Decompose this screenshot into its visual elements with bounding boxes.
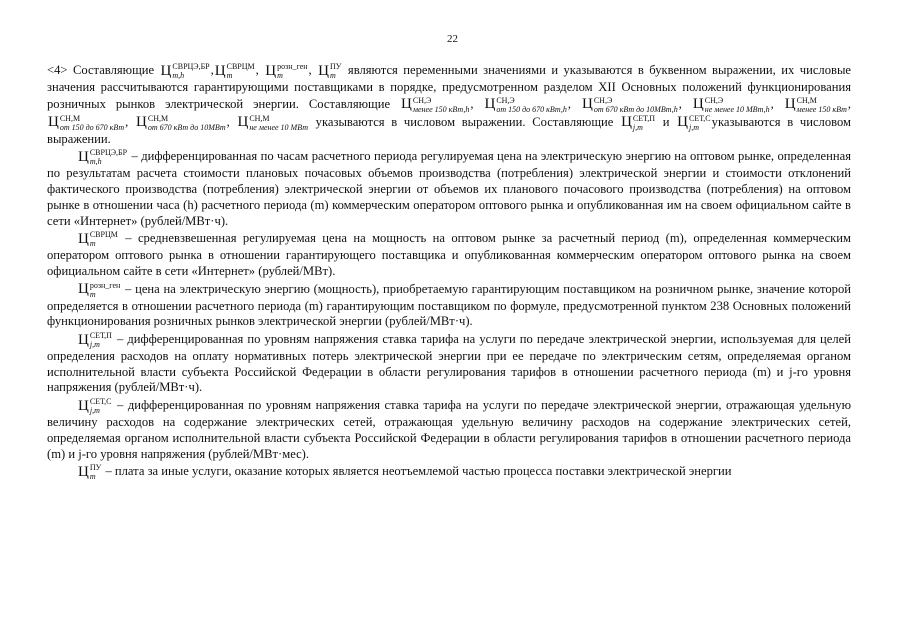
text-run: – цена на электрическую энергию (мощность), приобретаемую гарантирующим поставщиком на розничном рынке, значение которой определяется в отношении расчетного периода (m) гарантирующим поставщиком по формуле, предусмотренной пунктом 238 Основных положений функционирования розничных рынков электрической энергии (рублей/МВт·ч). — [47, 281, 851, 329]
formula-superscript: СН,М — [59, 113, 81, 123]
formula-symbol-base: Ц — [136, 114, 147, 131]
text-run: – средневзвешенная регулируемая цена на мощность на оптовом рынке за расчетный период (m), определенная коммерческим оператором оптового рынка в отношении гарантирующего поставщика и опубликованная коммерческим оператором оптового рынка на своем официальном сайте в сети «Интернет» (рублей/МВт). — [47, 231, 851, 278]
formula-subscript: от 150 до 670 кВт,h — [496, 104, 567, 114]
formula-symbol — [677, 114, 711, 132]
text-run: <4> Составляющие — [47, 62, 160, 77]
formula-subscript: менее 150 кВт,h — [412, 104, 470, 114]
formula-symbol-base: Ц — [784, 96, 796, 113]
formula-symbol-base: Ц — [484, 96, 496, 113]
formula-subscript: m,h — [172, 71, 185, 80]
formula-superscript: СВРЦЭ,БР — [89, 148, 128, 158]
formula-symbol — [265, 62, 307, 80]
paragraph-def-pu — [47, 463, 851, 481]
formula-symbol — [621, 114, 655, 132]
text-run: , — [567, 96, 581, 111]
formula-symbol-base: Ц — [48, 114, 59, 131]
formula-symbol-base: Ц — [581, 96, 593, 113]
formula-symbol — [318, 62, 341, 80]
document-body — [47, 62, 851, 482]
text-run: и — [656, 114, 677, 129]
formula-superscript: розн_ген — [89, 280, 121, 290]
formula-superscript: СН,М — [249, 113, 270, 123]
formula-subscript: j,m — [688, 122, 699, 132]
formula-symbol-base: Ц — [78, 463, 89, 480]
formula-subscript: от 670 кВт до 10МВт,h — [593, 104, 678, 114]
formula-subscript: m — [330, 71, 336, 80]
text-run: , — [125, 114, 136, 129]
formula-superscript: ПУ — [89, 463, 102, 473]
formula-symbol — [161, 62, 210, 80]
formula-symbol — [136, 114, 226, 132]
text-run: , — [308, 62, 318, 77]
formula-symbol — [78, 281, 120, 299]
text-run: , — [470, 96, 484, 111]
formula-subscript: от 670 кВт до 10МВт — [147, 122, 226, 132]
formula-subscript: m — [89, 472, 96, 482]
formula-subscript: m — [89, 239, 96, 249]
formula-symbol-base: Ц — [78, 331, 89, 348]
formula-symbol — [48, 114, 124, 132]
formula-subscript: m,h — [89, 157, 102, 167]
formula-superscript: ПУ — [330, 62, 342, 71]
formula-symbol-base: Ц — [401, 96, 412, 113]
paragraph-def-rozn — [47, 281, 851, 330]
text-run: указываются в числовом выражении. — [47, 114, 852, 146]
formula-symbol-base: Ц — [78, 397, 89, 414]
formula-superscript: СЕТ,П — [89, 331, 112, 341]
formula-symbol — [693, 96, 770, 114]
formula-superscript: СЕТ,С — [688, 113, 711, 123]
paragraph-def-svrcm — [47, 230, 851, 279]
formula-subscript: m — [89, 289, 96, 299]
formula-subscript: m — [226, 71, 233, 80]
formula-symbol-base: Ц — [237, 114, 249, 131]
formula-symbol-base: Ц — [692, 96, 704, 113]
formula-subscript: j,m — [89, 406, 100, 416]
formula-symbol-base: Ц — [78, 281, 89, 298]
formula-symbol-base: Ц — [677, 114, 688, 131]
formula-superscript: СН,Э — [704, 95, 724, 105]
text-run: , — [847, 96, 852, 111]
formula-symbol — [78, 331, 112, 349]
paragraph-def-setp — [47, 331, 851, 396]
formula-subscript: не менее 10 МВт — [249, 122, 308, 132]
formula-superscript: СН,Э — [412, 95, 432, 105]
formula-superscript: СН,Э — [593, 95, 613, 105]
formula-symbol-base: Ц — [78, 230, 89, 247]
formula-superscript: розн_ген — [277, 62, 308, 71]
formula-symbol — [582, 96, 678, 114]
formula-subscript: от 150 до 670 кВт — [59, 122, 125, 132]
text-run: – плата за иные услуги, оказание которых является неотъемлемой частью процесса поставки электрической энергии — [102, 464, 732, 479]
formula-symbol — [237, 114, 308, 132]
formula-superscript: СЕТ,П — [632, 113, 655, 123]
text-run: – дифференцированная по уровням напряжения ставка тарифа на услуги по передаче электрической энергии, используемая для целей определения расходов на оплату нормативных потерь электрической энергии при ее передаче по электрическим сетям, определяемая органом исполнительной власти субъекта Российской Федерации в области регулирования тарифов в отношении расчетного периода (m) и j-го уровня напряжения (рублей/МВт·ч). — [47, 331, 851, 395]
formula-symbol-base: Ц — [160, 62, 172, 79]
formula-superscript: СЕТ,С — [89, 397, 112, 407]
formula-symbol — [78, 463, 101, 481]
formula-symbol — [215, 62, 255, 80]
paragraph-def-svrce — [47, 148, 851, 229]
formula-subscript: j,m — [89, 340, 100, 350]
page-number: 22 — [447, 33, 458, 45]
formula-symbol — [78, 230, 118, 248]
text-run: являются переменными значениями и указываются в буквенном выражении, их числовые значения рассчитываются гарантирующими поставщиками в порядке, предусмотренном разделом XII Основных положений функционирования розничных рынков электрической энергии. Составляющие — [47, 62, 851, 111]
formula-superscript: СН,М — [796, 95, 817, 105]
formula-superscript: СН,Э — [496, 95, 515, 105]
formula-subscript: менее 150 кВт — [796, 104, 847, 114]
text-run: – дифференцированная по часам расчетного периода регулируемая цена на электрическую энергию на оптовом рынке, определенная по результатам расчета стоимости плановых почасовых объемов производства (потребления) электрической энергии и стоимости отклонений фактического производства (потребления) электрической энергии от объемов их планового почасового производства (потребления) на оптовом рынке в отношении часа (h) расчетного периода (m) коммерческим оператором оптового рынка и опубликованная им на своем официальном сайте в сети «Интернет» (рублей/МВт·ч). — [47, 149, 851, 228]
formula-superscript: СВРЦМ — [89, 230, 118, 240]
text-run: , — [255, 62, 265, 77]
text-run: – дифференцированная по уровням напряжения ставка тарифа на услуги по передаче электрической энергии, отражающая удельную величину расходов на содержание электрических сетей, отражающая удельную величину расходов на содержание электрических сетей, определяемая органом исполнительной власти субъекта Российской Федерации в области регулирования тарифов в отношении расчетного периода (m) и j-го уровня напряжения (рублей/МВт·мес). — [47, 398, 851, 461]
text-run: , — [770, 96, 784, 111]
text-run: указываются в числовом выражении. Составляющие — [308, 114, 621, 129]
formula-subscript: не менее 10 МВт,h — [704, 104, 770, 114]
formula-superscript: СВРЦМ — [226, 62, 255, 71]
paragraph-note4 — [47, 62, 851, 147]
formula-symbol — [484, 96, 566, 114]
text-run: , — [678, 96, 692, 111]
formula-symbol-base: Ц — [621, 114, 632, 131]
formula-symbol — [78, 397, 112, 415]
formula-symbol — [785, 96, 847, 114]
formula-symbol — [401, 96, 469, 114]
formula-symbol-base: Ц — [78, 148, 89, 165]
text-run: , — [210, 62, 214, 77]
formula-superscript: СН,М — [147, 113, 169, 123]
formula-subscript: m — [277, 71, 283, 80]
formula-symbol — [78, 148, 127, 166]
paragraph-def-setc — [47, 397, 851, 462]
formula-symbol-base: Ц — [318, 62, 329, 79]
text-run: , — [226, 114, 237, 129]
formula-symbol-base: Ц — [214, 62, 226, 79]
formula-subscript: j,m — [632, 122, 643, 132]
formula-symbol-base: Ц — [265, 62, 277, 79]
formula-superscript: СВРЦЭ,БР — [172, 62, 210, 71]
